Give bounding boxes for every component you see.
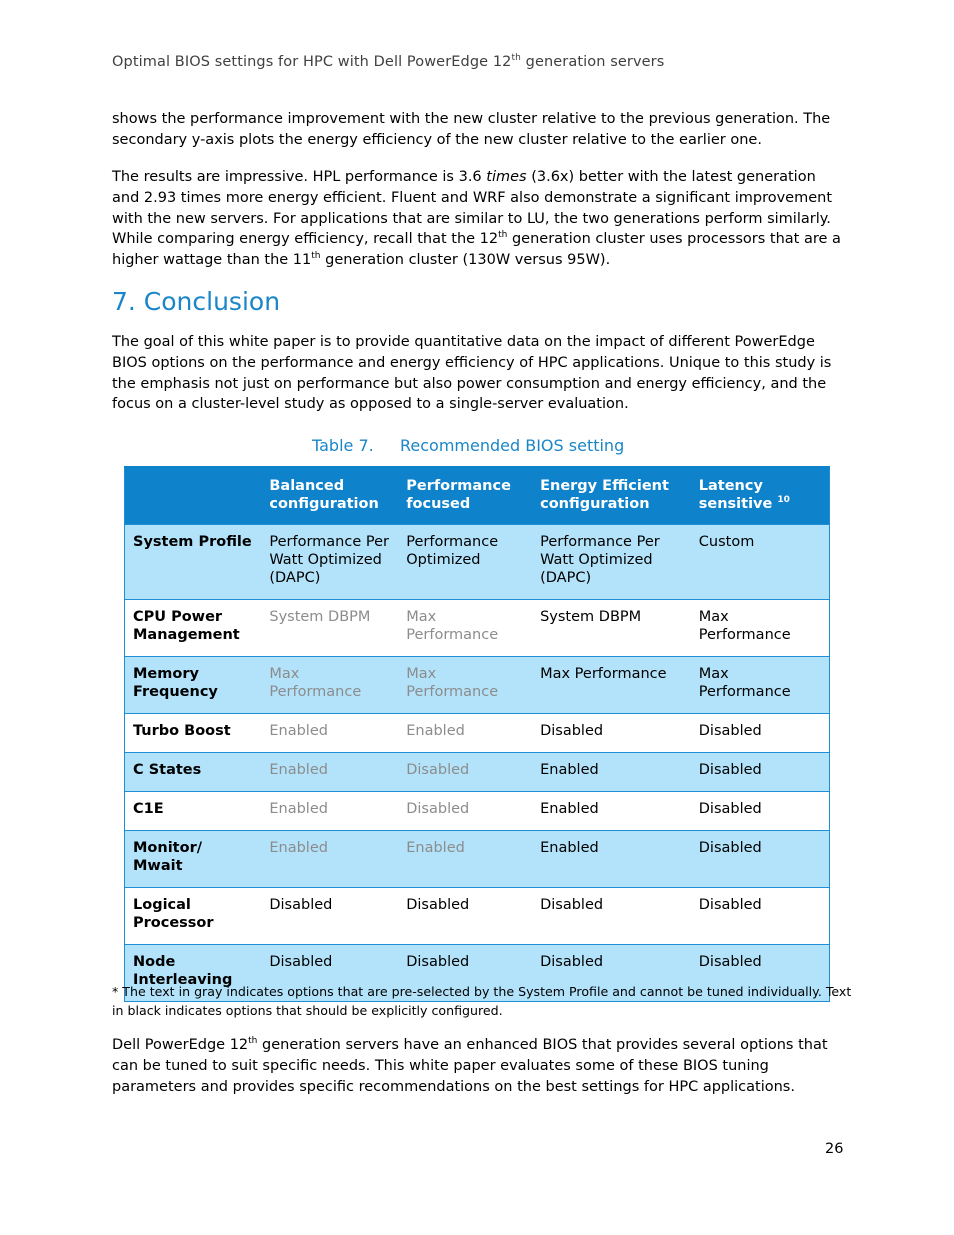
row-header-cell: Turbo Boost <box>125 714 262 753</box>
table-cell: Enabled <box>540 801 599 817</box>
table-cell: Custom <box>691 525 830 600</box>
paragraph-closing: Dell PowerEdge 12th generation servers have an enhanced BIOS that provides several options that can be tuned to suit specific needs. This white paper evaluates some of these BIOS tuning parameters and provides specific recommendations on the best settings for HPC applications. <box>112 1036 828 1095</box>
table-cell: Disabled <box>691 888 830 945</box>
table-cell: Disabled <box>540 897 604 913</box>
header-cell-balanced: Balanced configuration <box>261 467 398 525</box>
table-body <box>125 525 830 1002</box>
paragraph-conclusion: The goal of this white paper is to provide quantitative data on the impact of different PowerEdge BIOS options on the performance and energy efficiency of HPC applications. Unique to this study is the emphasis not just on performance but also power consumption and energy efficiency, and the focus on a cluster-level study as opposed to a single-server evaluation. <box>112 334 832 413</box>
table-cell: Disabled <box>691 714 830 753</box>
table-row <box>125 753 830 792</box>
table-cell: Disabled <box>406 801 470 817</box>
table-cell: Disabled <box>261 945 398 1002</box>
table-cell: Max Performance <box>261 657 398 714</box>
table-footnote: * The text in gray indicates options that are pre-selected by the System Profile and cannot be tuned individually. Text in black indicates options that should be explicitly configured. <box>112 984 852 1018</box>
table-row <box>125 792 830 831</box>
bios-settings-table <box>124 466 830 1002</box>
running-header: Optimal BIOS settings for HPC with Dell PowerEdge 12th generation servers <box>112 53 665 70</box>
table-cell: Disabled <box>532 945 691 1002</box>
page-number: 26 <box>825 1141 844 1157</box>
row-header-cell: CPU Power Management <box>125 600 262 657</box>
paragraph-results: The results are impressive. HPL performance is 3.6 times (3.6x) better with the latest generation and 2.93 times more energy efficient. Fluent and WRF also demonstrate a significant improvement with the new servers. For applications that are similar to LU, the two generations perform similarly. While comparing energy efficiency, recall that the 12th generation cluster uses processors that are a higher wattage than the 11th generation cluster (130W versus 95W). <box>112 169 841 269</box>
table-cell: System DBPM <box>540 609 642 625</box>
table-cell: System DBPM <box>269 609 371 625</box>
table-cell: Performance Per Watt Optimized (DAPC) <box>261 525 398 600</box>
table-cell: Disabled <box>540 723 604 739</box>
table-cell: Enabled <box>269 801 328 817</box>
table-cell: Enabled <box>261 831 398 888</box>
row-header-cell: System Profile <box>125 525 262 600</box>
header-cell-energy-efficient: Energy Efficient configuration <box>532 467 691 525</box>
table-caption: Table 7. Recommended BIOS setting <box>312 436 625 455</box>
table-header-row <box>125 467 830 525</box>
table-cell: Max Performance <box>398 657 532 714</box>
header-cell-empty <box>125 467 262 525</box>
table-cell: Enabled <box>261 753 398 792</box>
table-cell: Disabled <box>691 753 830 792</box>
row-header-cell: C States <box>125 753 262 792</box>
table-row <box>125 831 830 888</box>
section-heading-conclusion: 7. Conclusion <box>112 287 281 316</box>
table-cell: Enabled <box>532 753 691 792</box>
table-cell: Max Performance <box>532 657 691 714</box>
paragraph-intro: shows the performance improvement with the new cluster relative to the previous generation. The secondary y-axis plots the energy efficiency of the new cluster relative to the earlier one. <box>112 111 831 148</box>
table-cell: Enabled <box>269 723 328 739</box>
table-cell: Performance Optimized <box>398 525 532 600</box>
row-header-cell: Monitor/ Mwait <box>125 831 262 888</box>
table-cell: Enabled <box>398 831 532 888</box>
table-cell: Performance Per Watt Optimized (DAPC) <box>532 525 691 600</box>
row-header-cell: Memory Frequency <box>125 657 262 714</box>
table-cell: Disabled <box>691 792 830 831</box>
table-row <box>125 888 830 945</box>
table-cell: Disabled <box>398 945 532 1002</box>
table-cell: Max Performance <box>691 657 830 714</box>
table-cell: Disabled <box>406 897 470 913</box>
row-header-cell: Node Interleaving <box>125 945 262 1002</box>
header-cell-latency: Latency sensitive $^{10}$ <box>691 467 830 525</box>
table-cell: Disabled <box>691 945 830 1002</box>
header-cell-performance: Performance focused <box>398 467 532 525</box>
row-header-cell: C1E <box>125 792 262 831</box>
table-row <box>125 600 830 657</box>
table-cell: Enabled <box>406 723 465 739</box>
table-row <box>125 657 830 714</box>
table-cell: Disabled <box>691 831 830 888</box>
table-cell: Max Performance <box>406 609 499 643</box>
table-row <box>125 714 830 753</box>
table-cell: Disabled <box>269 897 333 913</box>
table-row <box>125 525 830 600</box>
table-cell: Max Performance <box>691 600 830 657</box>
table-cell: Enabled <box>532 831 691 888</box>
table-cell: Disabled <box>398 753 532 792</box>
row-header-cell: Logical Processor <box>125 888 262 945</box>
